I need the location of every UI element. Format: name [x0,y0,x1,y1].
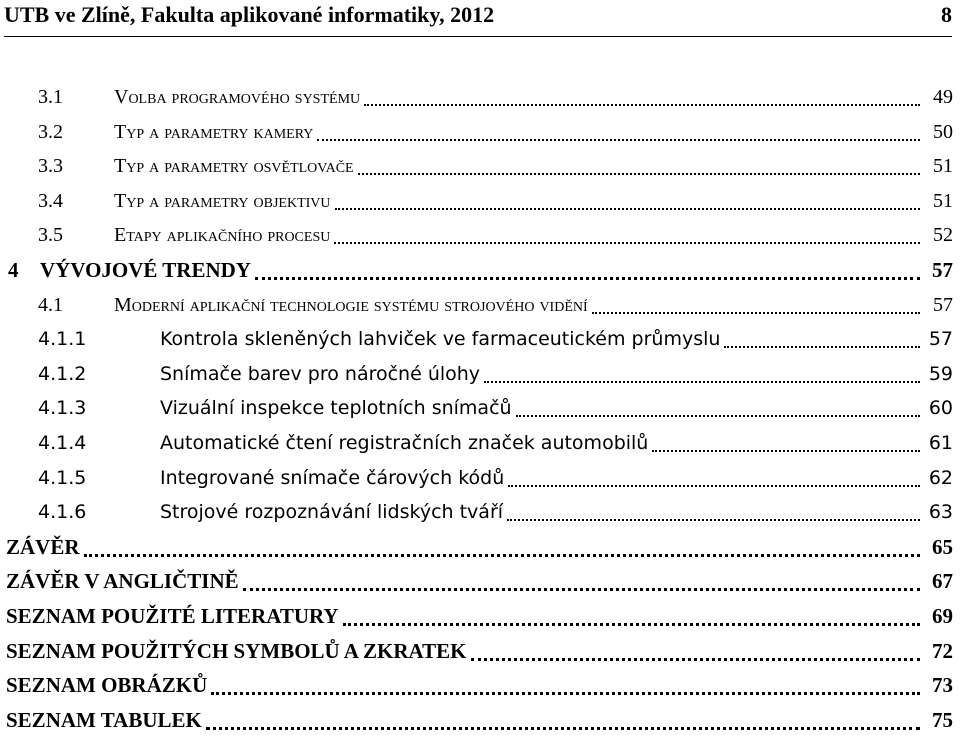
toc-entry-number: 3.1 [38,86,63,108]
toc-dot-leader [592,288,920,314]
toc-entry-title: Kontrola skleněných lahviček ve farmaceutickém průmyslu [160,328,721,351]
toc-entry-page: 57 [930,288,953,322]
toc-entry[interactable] [0,288,960,322]
toc-entry-number: 4.1.3 [38,397,87,420]
toc-entry-title: Snímače barev pro náročné úlohy [160,362,481,385]
toc-dot-leader [358,149,920,175]
toc-entry[interactable] [0,703,960,737]
toc-entry-page: 75 [929,703,953,737]
toc-entry-number: 3.2 [38,120,63,143]
toc-entry-number: 3.3 [38,155,63,178]
toc-entry-page: 60 [926,391,953,425]
toc-entry-title: ZÁVĚR V ANGLIČTINĚ [6,569,239,594]
toc-dot-leader [243,564,920,591]
toc-dot-leader [343,599,920,626]
toc-entry-page: 73 [929,668,953,702]
toc-entry-title: Etapy aplikačního procesu [114,224,331,247]
toc-entry-number: 4.1.1 [38,328,87,351]
toc-entry-page: 72 [929,634,953,668]
toc-entry-number: 4.1.4 [38,432,87,454]
toc-dot-leader [334,218,920,244]
toc-entry[interactable] [0,218,960,252]
toc-entry[interactable] [0,149,960,183]
toc-entry-title: VÝVOJOVÉ TRENDY [40,258,251,282]
toc-entry-page: 52 [930,218,953,252]
toc-entry[interactable] [0,391,960,425]
toc-entry-page: 62 [926,461,953,495]
toc-entry-title: Typ a parametry osvětlovače [114,155,354,178]
toc-entry-title: Vizuální inspekce teplotních snímačů [160,397,512,420]
toc-entry-number: 3.5 [38,224,63,247]
toc-entry-title: SEZNAM TABULEK [6,707,202,732]
toc-entry-page: 65 [929,530,953,564]
toc-entry-title: Typ a parametry kamery [114,120,314,143]
toc-dot-leader [255,253,920,280]
header-page-number: 8 [941,2,952,27]
toc-dot-leader [364,80,920,106]
toc-entry-page: 63 [926,495,953,529]
toc-entry-page: 57 [926,322,953,356]
toc-entry-page: 69 [929,599,953,633]
toc-dot-leader [471,634,920,661]
toc-entry[interactable] [0,426,960,460]
toc-entry-page: 61 [926,426,953,460]
toc-entry-number: 3.4 [38,189,63,212]
page-header [4,0,952,37]
toc-entry[interactable] [0,115,960,149]
toc-dot-leader [652,426,920,452]
toc-entry-page: 59 [926,357,953,391]
toc-dot-leader [335,184,920,210]
toc-entry-title: Integrované snímače čárových kódů [160,466,505,489]
toc-entry[interactable] [0,357,960,391]
toc-entry-page: 51 [930,184,953,218]
toc-entry[interactable] [0,564,960,598]
toc-entry[interactable] [0,80,960,114]
toc-entry-number: 4.1 [38,293,63,316]
toc-dot-leader [484,357,920,383]
header-title: UTB ve Zlíně, Fakulta aplikované informatiky, 2012 [4,2,495,27]
toc-dot-leader [508,461,920,487]
toc-entry-number: 4.1.5 [38,466,87,489]
toc-entry[interactable] [0,495,960,529]
toc-entry-page: 51 [930,149,953,183]
toc-entry[interactable] [0,668,960,702]
toc-entry-page: 49 [930,80,953,114]
toc-dot-leader [516,391,920,417]
toc-dot-leader [84,530,920,557]
toc-entry[interactable] [0,530,960,564]
toc-entry-title: Volba programového systému [114,86,361,108]
toc-entry[interactable] [0,599,960,633]
toc-entry-page: 67 [929,564,953,598]
toc-entry-number: 4 [8,258,19,282]
toc-entry-title: Typ a parametry objektivu [114,189,331,212]
toc-entry[interactable] [0,322,960,356]
toc-dot-leader [507,495,920,521]
toc-entry-page: 57 [929,253,953,287]
toc-entry-title: SEZNAM POUŽITÝCH SYMBOLŮ A ZKRATEK [6,638,467,663]
toc-entry-title: ZÁVĚR [6,534,80,559]
toc-entry[interactable] [0,461,960,495]
toc-entry-number: 4.1.6 [38,501,87,524]
toc-entry[interactable] [0,634,960,668]
toc-entry[interactable] [0,253,960,287]
toc-entry[interactable] [0,184,960,218]
toc-entry-title: Moderní aplikační technologie systému strojového vidění [114,293,588,316]
toc-entry-number: 4.1.2 [38,362,87,385]
toc-dot-leader [317,115,920,141]
toc-entry-title: Automatické čtení registračních značek automobilů [160,432,649,454]
toc-dot-leader [206,703,920,730]
toc-entry-title: SEZNAM OBRÁZKŮ [6,673,208,698]
toc-dot-leader [724,322,920,348]
toc-dot-leader [211,668,920,695]
toc-entry-title: Strojové rozpoznávání lidských tváří [160,501,504,524]
toc-entry-page: 50 [930,115,953,149]
toc-entry-title: SEZNAM POUŽITÉ LITERATURY [6,604,339,628]
